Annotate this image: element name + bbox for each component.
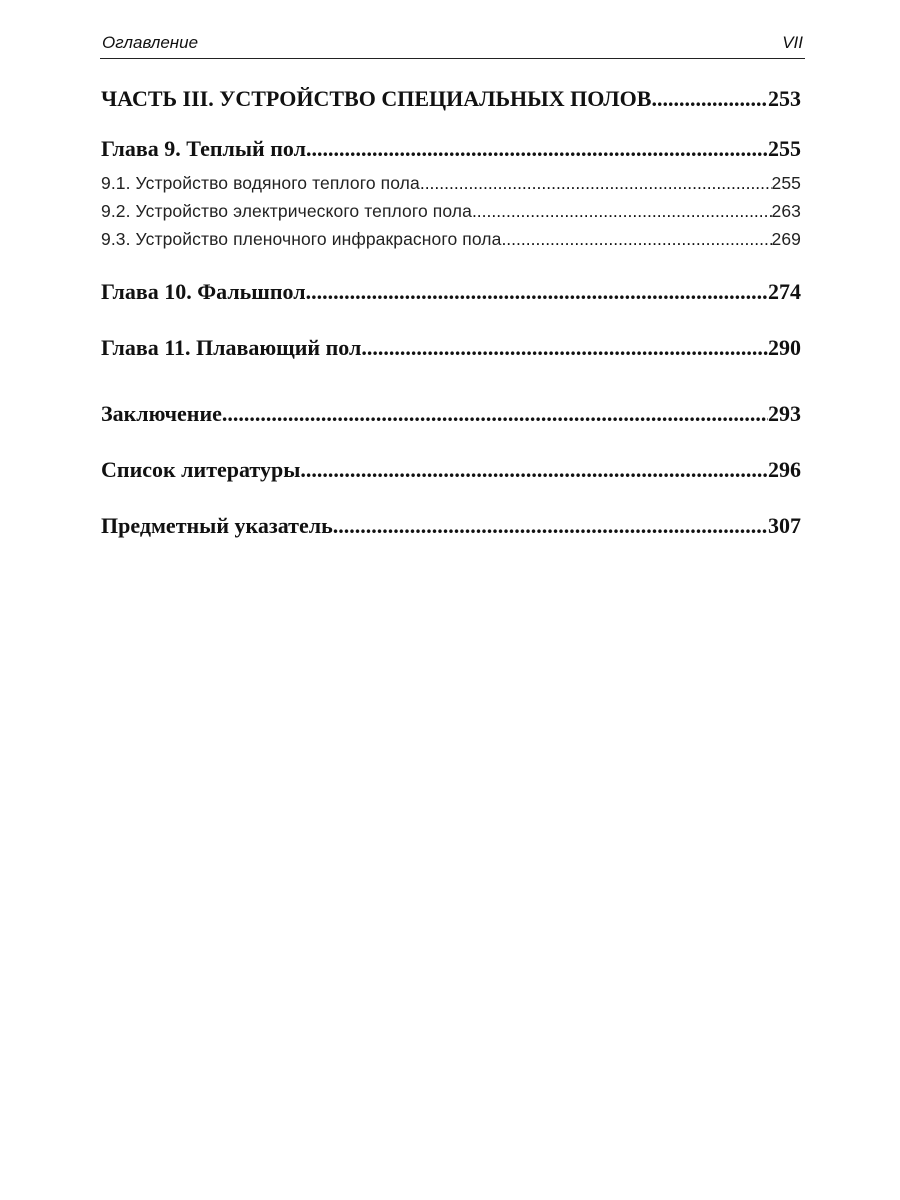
- dot-leader: [222, 401, 768, 427]
- toc-entry-conclusion[interactable]: [101, 401, 801, 431]
- dot-leader: [361, 335, 768, 361]
- toc-entry-references[interactable]: [101, 457, 801, 487]
- dot-leader: [333, 513, 768, 539]
- toc-entry-page: 255: [768, 136, 801, 161]
- dot-leader: [306, 279, 768, 305]
- toc-entry-part-3[interactable]: [101, 86, 801, 116]
- toc-entry-section-9-3[interactable]: [101, 229, 801, 257]
- toc-entry-title: 9.2. Устройство электрического теплого пола: [101, 201, 472, 221]
- toc-entry-title: Список литературы: [101, 457, 301, 482]
- toc-entry-title: Глава 11. Плавающий пол: [101, 335, 362, 360]
- toc-entry-title: Глава 10. Фальшпол: [101, 279, 306, 304]
- table-of-contents: [101, 80, 801, 543]
- toc-entry-page: 255: [771, 173, 801, 193]
- toc-entry-page: 307: [768, 513, 801, 538]
- dot-leader: [306, 136, 768, 162]
- toc-entry-section-9-1[interactable]: [101, 173, 801, 201]
- toc-entry-title: ЧАСТЬ III. УСТРОЙСТВО СПЕЦИАЛЬНЫХ ПОЛОВ: [101, 86, 652, 111]
- dot-leader: [472, 201, 772, 222]
- toc-entry-page: 290: [768, 335, 801, 360]
- toc-entry-page: 293: [768, 401, 801, 426]
- toc-entry-chapter-11[interactable]: [101, 335, 801, 365]
- dot-leader: [420, 173, 772, 194]
- toc-entry-section-9-2[interactable]: [101, 201, 801, 229]
- toc-entry-chapter-10[interactable]: [101, 279, 801, 309]
- toc-entry-page: 253: [768, 86, 801, 111]
- toc-entry-chapter-9[interactable]: [101, 136, 801, 166]
- toc-entry-title: Заключение: [101, 401, 222, 426]
- toc-entry-title: Предметный указатель: [101, 513, 333, 538]
- toc-entry-page: 269: [771, 229, 801, 249]
- dot-leader: [300, 457, 768, 483]
- dot-leader: [501, 229, 771, 250]
- running-header: [100, 32, 805, 59]
- running-header-page-number: VII: [782, 33, 803, 52]
- running-header-title: Оглавление: [102, 33, 199, 52]
- toc-entry-title: 9.3. Устройство пленочного инфракрасного пола: [101, 229, 502, 249]
- toc-entry-title: Глава 9. Теплый пол: [101, 136, 306, 161]
- toc-entry-page: 263: [771, 201, 801, 221]
- dot-leader: [651, 86, 768, 112]
- toc-entry-title: 9.1. Устройство водяного теплого пола: [101, 173, 420, 193]
- toc-entry-page: 296: [768, 457, 801, 482]
- toc-entry-subject-index[interactable]: [101, 513, 801, 543]
- toc-entry-page: 274: [768, 279, 801, 304]
